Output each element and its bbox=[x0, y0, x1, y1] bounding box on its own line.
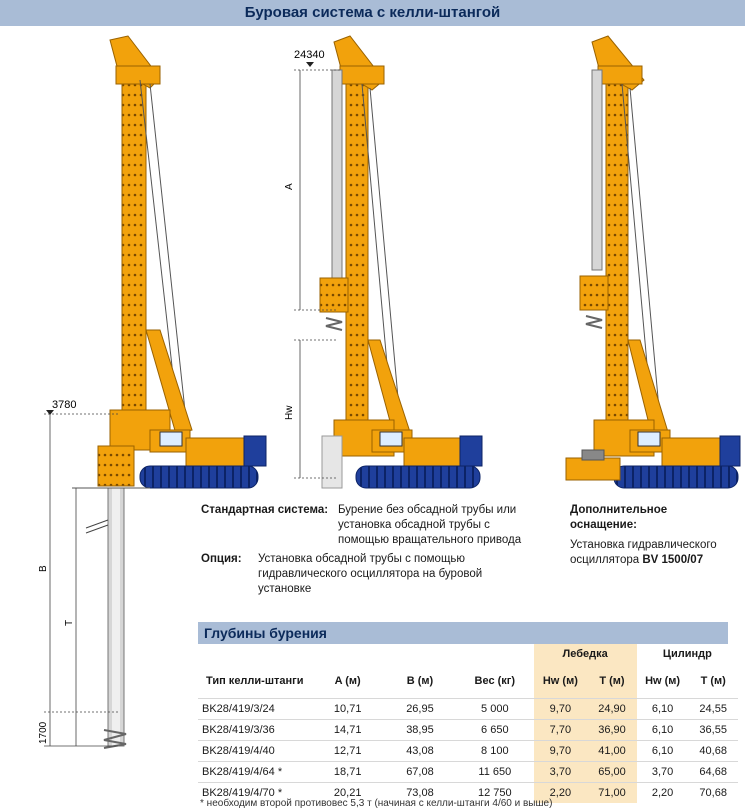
cell-w: 6 650 bbox=[456, 719, 533, 740]
standard-system-label: Стандартная система: bbox=[201, 504, 329, 516]
cell-w: 12 750 bbox=[456, 782, 533, 803]
cell-t1: 36,90 bbox=[587, 719, 637, 740]
group-winch: Лебедка bbox=[534, 644, 637, 664]
cell-t2: 36,55 bbox=[688, 719, 738, 740]
cell-a: 10,71 bbox=[312, 698, 384, 719]
cell-t1: 41,00 bbox=[587, 740, 637, 761]
cell-t2: 70,68 bbox=[688, 782, 738, 803]
extra-equipment-text bbox=[570, 538, 740, 568]
cell-type: BK28/419/3/36 bbox=[198, 719, 312, 740]
standard-system-text: Бурение без обсадной трубы или установка обсадной трубы с помощью вращательного привода bbox=[338, 504, 522, 546]
dim-b: B bbox=[38, 565, 49, 572]
cell-b: 67,08 bbox=[384, 761, 456, 782]
col-winch-hw: Hw (м) bbox=[534, 664, 588, 698]
cell-type: BK28/419/4/64 * bbox=[198, 761, 312, 782]
cell-hw2: 6,10 bbox=[637, 698, 689, 719]
table-row bbox=[198, 698, 738, 719]
cell-hw1: 7,70 bbox=[534, 719, 588, 740]
table-row bbox=[198, 719, 738, 740]
dim-24340: 24340 bbox=[294, 49, 325, 61]
col-weight: Вес (кг) bbox=[474, 674, 516, 687]
col-winch-t: T (м) bbox=[587, 664, 637, 698]
col-a: A (м) bbox=[334, 674, 361, 687]
dim-t: T bbox=[64, 619, 75, 626]
cell-t1: 71,00 bbox=[587, 782, 637, 803]
cell-hw1: 9,70 bbox=[534, 698, 588, 719]
cell-hw1: 9,70 bbox=[534, 740, 588, 761]
cell-hw1: 2,20 bbox=[534, 782, 588, 803]
drilling-depths-title: Глубины бурения bbox=[198, 622, 728, 644]
cell-w: 5 000 bbox=[456, 698, 533, 719]
option-label: Опция: bbox=[201, 553, 242, 565]
cell-a: 12,71 bbox=[312, 740, 384, 761]
drilling-depths-table bbox=[198, 644, 738, 803]
oscillator-model: BV 1500/07 bbox=[642, 554, 704, 566]
cell-t2: 24,55 bbox=[688, 698, 738, 719]
cell-a: 14,71 bbox=[312, 719, 384, 740]
footnote: * необходим второй противовес 5,3 т (начиная с келли-штанги 4/60 и выше) bbox=[200, 798, 553, 809]
cell-w: 8 100 bbox=[456, 740, 533, 761]
cell-type: BK28/419/4/40 bbox=[198, 740, 312, 761]
cell-b: 38,95 bbox=[384, 719, 456, 740]
col-b: B (м) bbox=[406, 674, 434, 687]
cell-type: BK28/419/4/70 * bbox=[198, 782, 312, 803]
cell-hw2: 6,10 bbox=[637, 719, 689, 740]
cell-w: 11 650 bbox=[456, 761, 533, 782]
group-cylinder: Цилиндр bbox=[662, 648, 712, 660]
cell-t1: 65,00 bbox=[587, 761, 637, 782]
cell-hw2: 2,20 bbox=[637, 782, 689, 803]
cell-hw2: 3,70 bbox=[637, 761, 689, 782]
dim-hw: Hw bbox=[284, 405, 295, 420]
cell-a: 18,71 bbox=[312, 761, 384, 782]
cell-type: BK28/419/3/24 bbox=[198, 698, 312, 719]
table-row bbox=[198, 740, 738, 761]
cell-hw2: 6,10 bbox=[637, 740, 689, 761]
table-row bbox=[198, 761, 738, 782]
col-type: Тип келли-штанги bbox=[206, 674, 304, 687]
rig-right bbox=[566, 36, 740, 488]
cell-b: 43,08 bbox=[384, 740, 456, 761]
option-text: Установка обсадной трубы с помощью гидравлического осциллятора на буровой установке bbox=[258, 553, 483, 595]
cell-hw1: 3,70 bbox=[534, 761, 588, 782]
dim-3780: 3780 bbox=[52, 399, 77, 411]
col-cyl-hw: Hw (м) bbox=[645, 674, 681, 687]
dim-1700: 1700 bbox=[38, 721, 49, 744]
cell-b: 73,08 bbox=[384, 782, 456, 803]
cell-t2: 40,68 bbox=[688, 740, 738, 761]
extra-equipment-label: Дополнительное оснащение: bbox=[570, 504, 668, 531]
rig-middle bbox=[294, 36, 482, 488]
extra-equipment-prefix: Установка гидравлического осциллятора bbox=[570, 539, 717, 566]
col-cyl-t: T (м) bbox=[700, 674, 726, 687]
page-title: Буровая система с келли-штангой bbox=[0, 0, 745, 26]
cell-t1: 24,90 bbox=[587, 698, 637, 719]
cell-a: 20,21 bbox=[312, 782, 384, 803]
dim-a: A bbox=[284, 183, 295, 190]
cell-b: 26,95 bbox=[384, 698, 456, 719]
cell-t2: 64,68 bbox=[688, 761, 738, 782]
